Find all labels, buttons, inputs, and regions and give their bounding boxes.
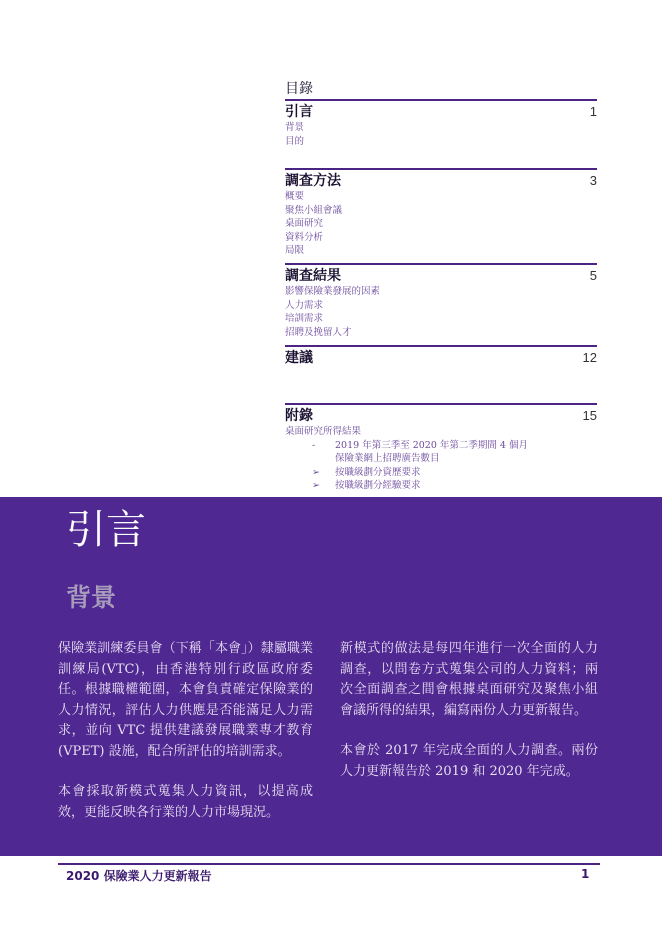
toc-item[interactable]: 聚焦小組會議 (285, 204, 343, 216)
intro-left-column (58, 639, 313, 843)
toc-sub-item[interactable] (285, 452, 597, 466)
toc-item[interactable]: 背景 (285, 122, 305, 133)
toc-sub-item-text: 2019 年第三季至 2020 年第二季期間 4 個月 (335, 439, 528, 451)
paragraph: 本會於 2017 年完成全面的人力調查。兩份人力更新報告於 2019 和 2020 年完成。 (340, 743, 598, 779)
toc-section-intro[interactable] (285, 99, 597, 168)
toc-item[interactable]: 資料分析 (285, 231, 324, 243)
toc-section-title: 引言 (285, 104, 313, 120)
toc-section-title: 調查結果 (285, 268, 341, 284)
toc-section-title: 附錄 (285, 408, 313, 424)
table-of-contents (285, 80, 597, 493)
intro-subtitle: 背景 (66, 583, 117, 612)
arrow-bullet-icon: ➢ (312, 466, 320, 478)
toc-item[interactable]: 概要 (285, 191, 305, 202)
arrow-bullet-icon: ➢ (312, 480, 320, 491)
toc-section-page: 3 (589, 173, 597, 188)
toc-section-title: 建議 (285, 350, 313, 366)
paragraph: 保險業訓練委員會（下稱「本會」）隸屬職業訓練局(VTC)，由香港特別行政區政府委任。根據職權範圍，本會負責確定保險業的人力情況，評估人力供應是否能滿足人力需求，並向 VTC 提供建議發展職業專才教育 (VPET) 設施，配合所評估的培訓需求。 (58, 641, 313, 759)
paragraph: 新模式的做法是每四年進行一次全面的人力調查，以問卷方式蒐集公司的人力資料；兩次全面調查之間會根據桌面研究及聚焦小組會議所得的結果，編寫兩份人力更新報告。 (340, 641, 598, 718)
toc-item[interactable]: 桌面研究 (285, 218, 324, 229)
toc-section-page: 1 (589, 104, 597, 119)
toc-section-results[interactable] (285, 263, 597, 345)
toc-item[interactable]: 人力需求 (285, 299, 324, 311)
toc-sub-item[interactable] (285, 439, 597, 453)
toc-section-title: 調查方法 (285, 173, 341, 189)
toc-item[interactable]: 影響保險業發展的因素 (285, 286, 381, 297)
toc-item[interactable]: 桌面研究所得結果 (285, 426, 362, 437)
toc-section-page: 5 (589, 268, 597, 283)
intro-right-column (340, 639, 598, 802)
footer-title: 2020 保險業人力更新報告 (66, 869, 212, 883)
toc-item[interactable]: 局限 (285, 245, 305, 256)
toc-item[interactable]: 培訓需求 (285, 313, 324, 324)
toc-item[interactable]: 目的 (285, 135, 305, 147)
toc-section-page: 15 (582, 408, 597, 423)
toc-sub-item-text: 按職級劃分資歷要求 (335, 466, 421, 478)
toc-sub-item[interactable] (285, 466, 597, 480)
toc-sub-item-text: 保險業網上招聘廣告數目 (335, 453, 440, 464)
footer-divider (58, 863, 600, 865)
toc-section-method[interactable] (285, 168, 597, 263)
page-number: 1 (581, 867, 590, 881)
toc-section-recommendations[interactable] (285, 345, 597, 403)
toc-title: 目錄 (285, 81, 313, 97)
toc-section-page: 12 (582, 350, 597, 365)
intro-title: 引言 (66, 507, 146, 553)
toc-item[interactable]: 招聘及挽留人才 (285, 326, 352, 338)
toc-section-appendix[interactable] (285, 403, 597, 493)
toc-sub-item-text: 按職級劃分經驗要求 (335, 480, 421, 491)
paragraph: 本會採取新模式蒐集人力資訊，以提高成效，更能反映各行業的人力市場現況。 (58, 784, 313, 820)
toc-sub-item[interactable] (285, 479, 597, 493)
dash-marker: - (312, 439, 316, 451)
